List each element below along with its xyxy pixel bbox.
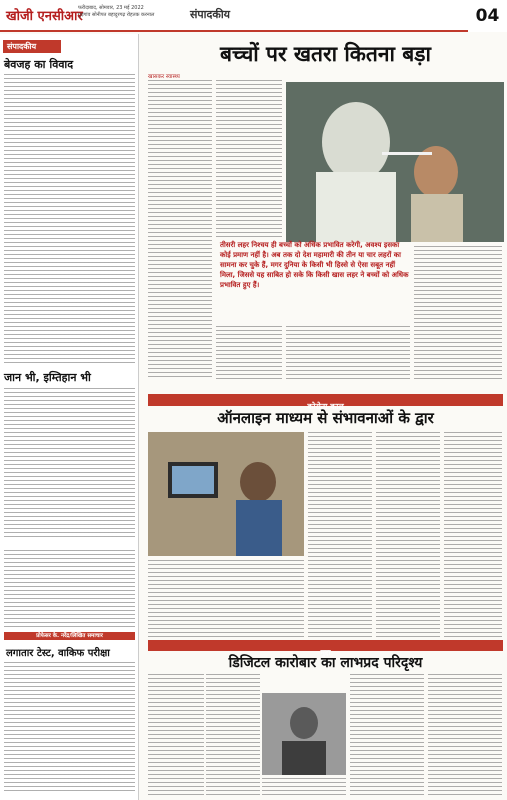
corona-body-col2 bbox=[376, 432, 440, 638]
main-body-col4 bbox=[286, 326, 410, 382]
article-3-body bbox=[4, 662, 135, 794]
editorial-tag: संपादकीय bbox=[3, 40, 61, 53]
article-2-body bbox=[4, 388, 135, 538]
child-covid-test-photo-icon bbox=[286, 82, 504, 242]
online-class-photo-icon bbox=[148, 432, 304, 556]
pull-quote: तीसरी लहर निश्चय ही बच्चों को अधिक प्रभावित करेगी, अवश्य इसका कोई प्रमाण नहीं है। अब तक दो देश महामारी की तीन या चार लहरों का सामना कर चुके हैं, मगर दुनिया के किसी भी हिस्से से ऐसा सबूत नहीं मिला, जिससे यह साबित हो सके कि किसी खास लहर ने बच्चों को अधिक प्रभावित हुए हैं। bbox=[220, 241, 409, 289]
mudda-section-label: मुद्दा bbox=[320, 648, 331, 657]
corona-body-col4 bbox=[148, 560, 304, 638]
page-number: 04 bbox=[468, 0, 507, 32]
editorial-title: बेवजह का विवाद bbox=[4, 58, 74, 71]
article-3-title: लगातार टेस्ट, वाकिफ परीक्षा bbox=[6, 648, 110, 659]
mudda-body-col3 bbox=[350, 674, 424, 796]
mudda-headline: डिजिटल कारोबार का लाभप्रद परिदृश्य bbox=[228, 655, 423, 671]
dateline bbox=[78, 5, 154, 19]
online-class-photo bbox=[148, 432, 304, 556]
brand-logo: खोजी एनसीआर bbox=[6, 9, 83, 24]
section-title: संपादकीय bbox=[190, 8, 231, 21]
person-portrait-photo bbox=[262, 693, 346, 775]
mudda-body-col1 bbox=[148, 674, 204, 796]
main-headline: बच्चों पर खतरा कितना बड़ा bbox=[220, 42, 431, 66]
mudda-body-col2b bbox=[262, 778, 346, 796]
main-byline: खासकर स्वास्थ्य bbox=[148, 74, 180, 80]
article-2-title: जान भी, इम्तिहान भी bbox=[4, 371, 91, 384]
mudda-body-col4 bbox=[428, 674, 502, 796]
mudda-body-col2 bbox=[206, 674, 260, 796]
corona-section-strip bbox=[148, 394, 503, 411]
mudda-section-strip bbox=[148, 640, 503, 657]
main-body-col2b bbox=[216, 326, 282, 382]
article-2-body-continued bbox=[4, 550, 135, 630]
child-covid-test-photo bbox=[286, 82, 504, 242]
dateline-2: गुड़गांव सोनीपत बहादुरगढ़ रोहतक करनाल bbox=[78, 12, 155, 18]
editorial-body bbox=[4, 74, 135, 364]
main-body-col1 bbox=[148, 80, 212, 380]
main-body-col3 bbox=[414, 246, 502, 382]
corona-section-label: कोरोना काल bbox=[307, 402, 344, 411]
corona-headline: ऑनलाइन माध्यम से संभावनाओं के द्वार bbox=[217, 409, 434, 427]
corona-body-col3 bbox=[444, 432, 502, 638]
byline-bar: प्रोफेसर के. नरेंद्र/लिखित समाचार bbox=[4, 632, 135, 640]
main-body-col2 bbox=[216, 80, 282, 238]
dateline-1: फरीदाबाद, सोमवार, 23 मई 2022 bbox=[78, 5, 144, 11]
person-portrait-photo-icon bbox=[262, 693, 346, 775]
corona-body-col1 bbox=[308, 432, 372, 638]
